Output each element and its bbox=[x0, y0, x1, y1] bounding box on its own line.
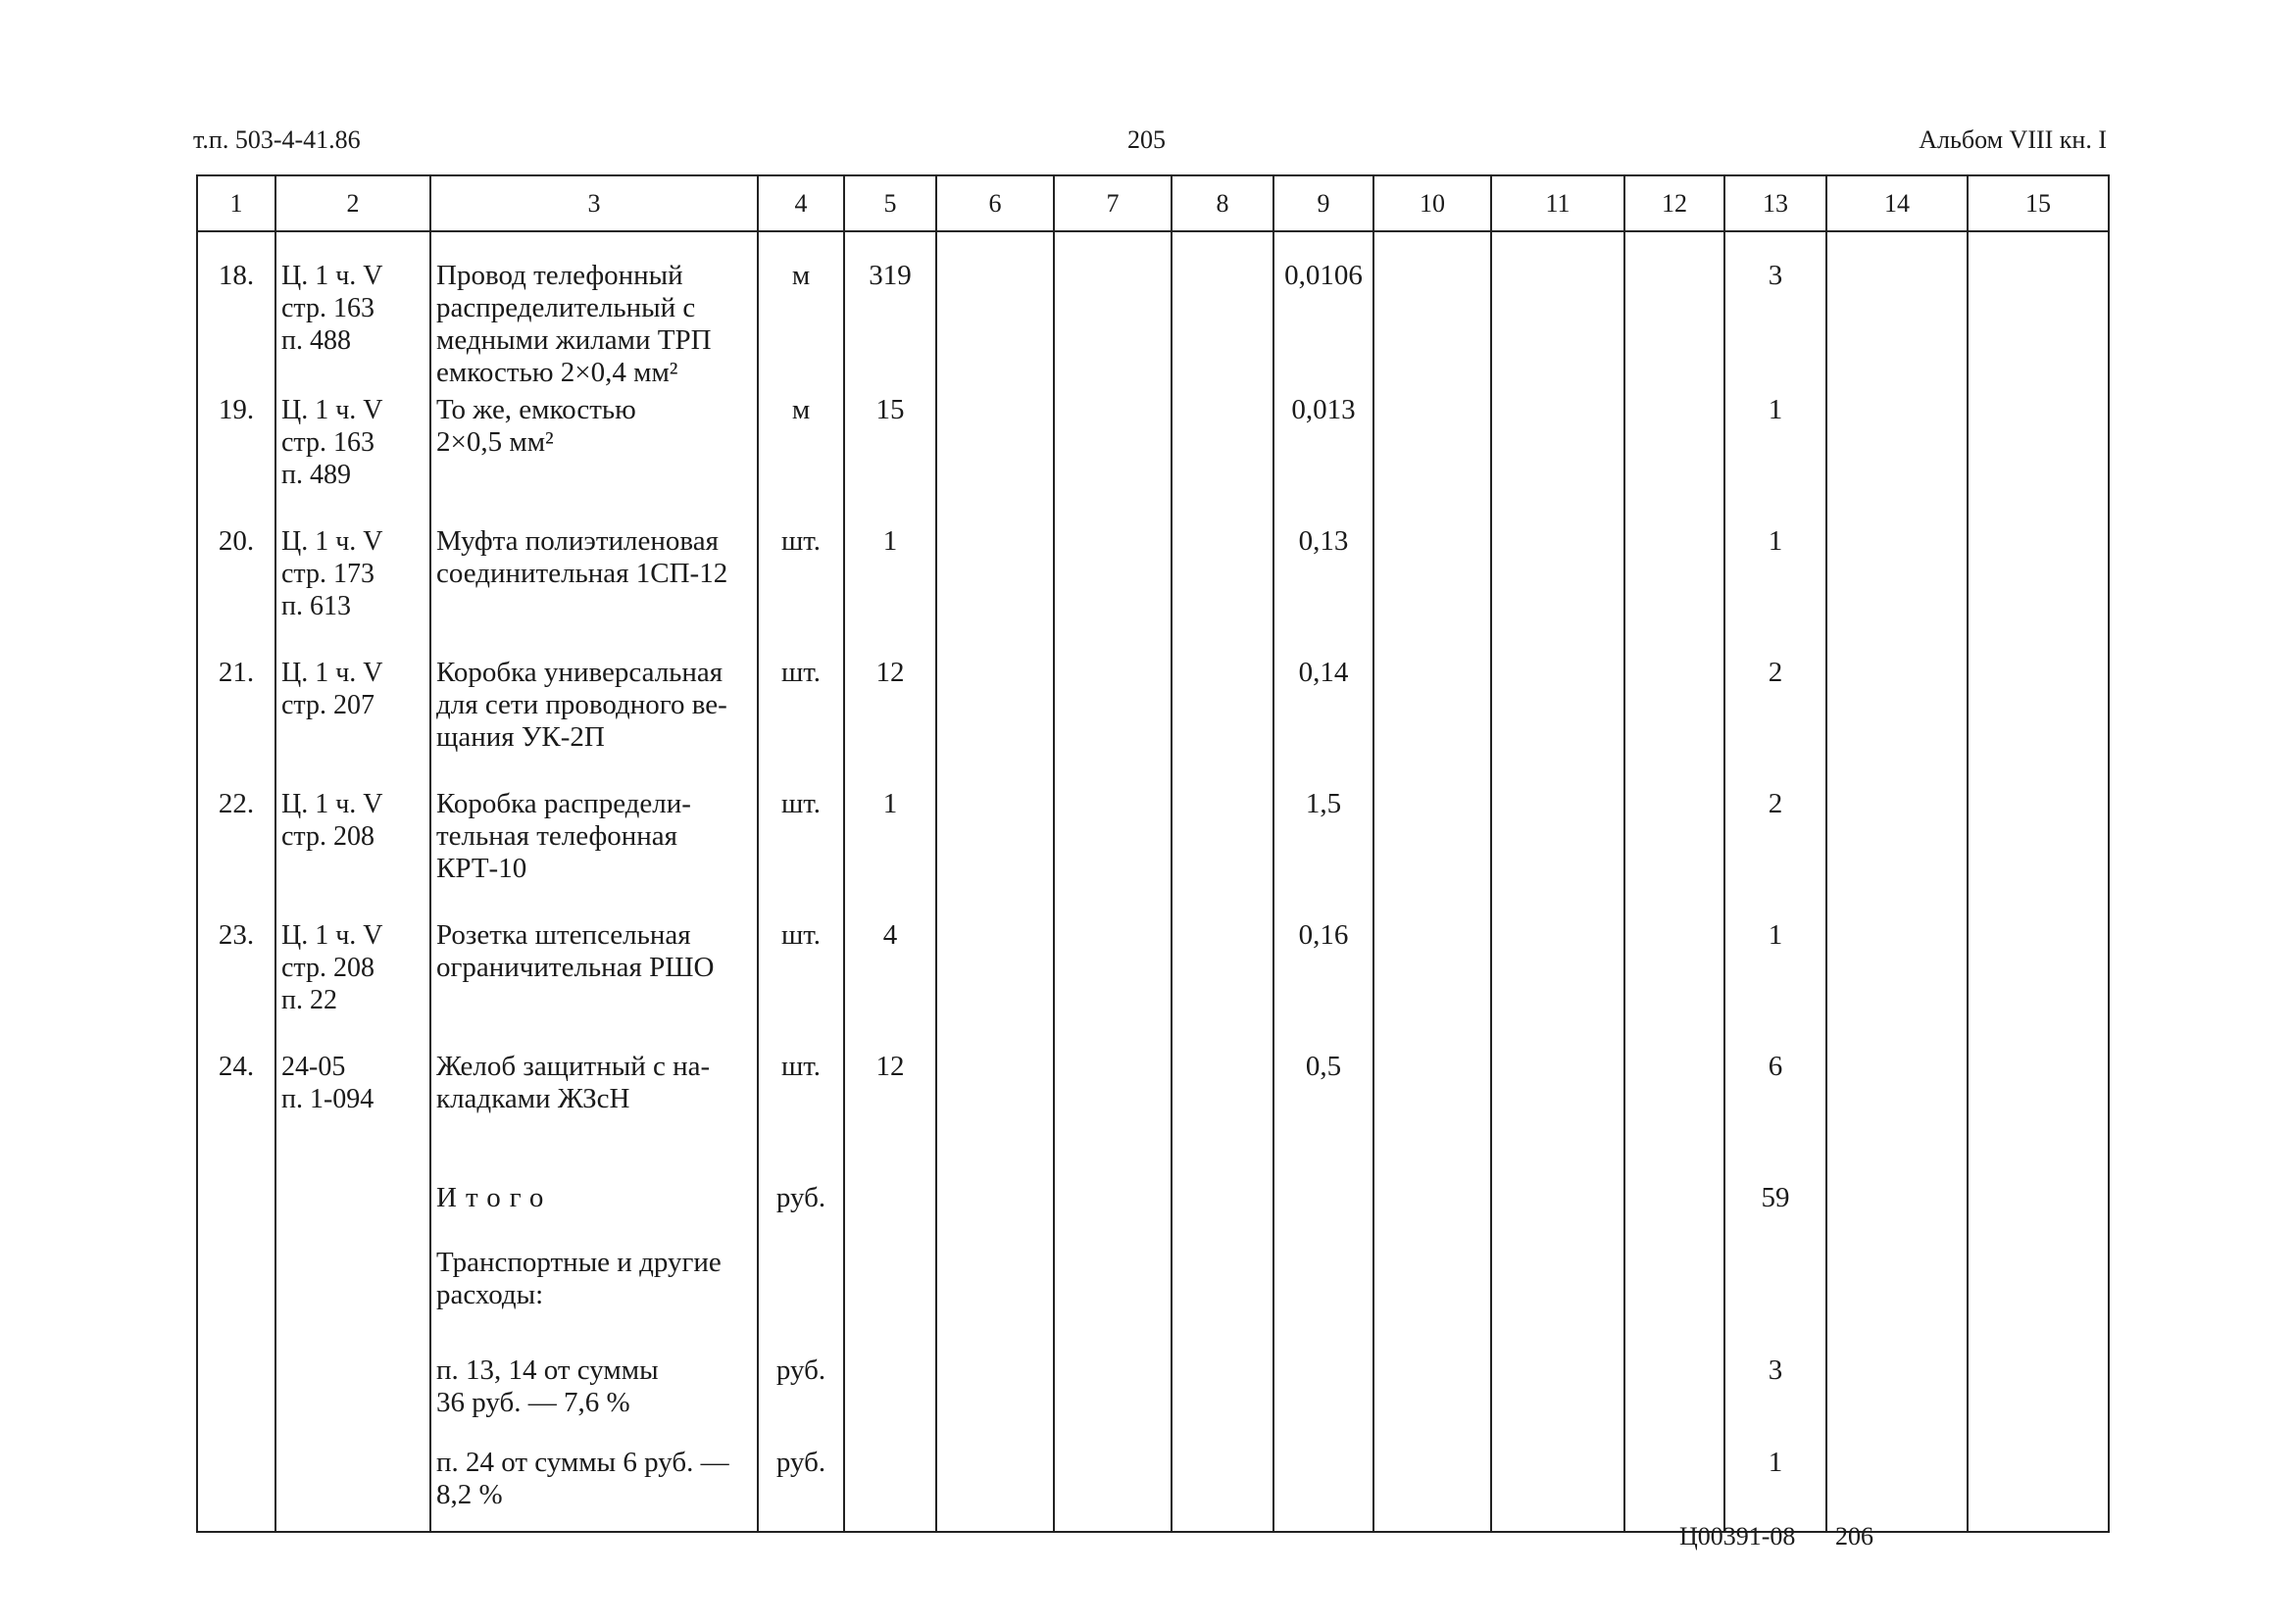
item-name bbox=[430, 231, 758, 394]
header-page-number: 205 bbox=[1127, 125, 1166, 154]
cell-13-value: 2 bbox=[1724, 657, 1826, 788]
cell-15 bbox=[1968, 657, 2109, 788]
table-row bbox=[197, 657, 2109, 788]
quantity: 15 bbox=[844, 394, 936, 525]
summary-cell-11 bbox=[1491, 1354, 1624, 1447]
reference-line: 24-05 bbox=[281, 1052, 346, 1082]
summary-cell-13-value: 59 bbox=[1724, 1182, 1826, 1247]
name-line: Коробка универсальная bbox=[436, 657, 723, 688]
column-header-12: 12 bbox=[1624, 175, 1724, 231]
summary-cell-12 bbox=[1624, 1247, 1724, 1354]
header-doc-number: т.п. 503-4-41.86 bbox=[193, 125, 361, 154]
summary-cell-2 bbox=[275, 1354, 430, 1447]
reference-line: п. 22 bbox=[281, 985, 337, 1015]
summary-cell-6 bbox=[936, 1247, 1054, 1354]
unit: шт. bbox=[758, 788, 844, 919]
summary-cell-5 bbox=[844, 1182, 936, 1247]
summary-name bbox=[430, 1354, 758, 1447]
cell-13-value: 1 bbox=[1724, 919, 1826, 1051]
summary-cell-1 bbox=[197, 1247, 275, 1354]
column-header-4: 4 bbox=[758, 175, 844, 231]
summary-cell-7 bbox=[1054, 1447, 1172, 1532]
summary-cell-6 bbox=[936, 1182, 1054, 1247]
table-row bbox=[197, 525, 2109, 657]
cell-12 bbox=[1624, 231, 1724, 394]
reference-line: Ц. 1 ч. V bbox=[281, 395, 383, 425]
cell-13-value: 1 bbox=[1724, 394, 1826, 525]
reference-line: стр. 207 bbox=[281, 690, 375, 720]
summary-name-line: п. 24 от суммы 6 руб. — bbox=[436, 1447, 729, 1478]
name-line: щания УК-2П bbox=[436, 721, 605, 753]
summary-cell-5 bbox=[844, 1354, 936, 1447]
cell-7 bbox=[1054, 919, 1172, 1051]
summary-cell-13-value bbox=[1724, 1247, 1826, 1354]
cell-10 bbox=[1373, 788, 1491, 919]
price-reference bbox=[275, 919, 430, 1051]
column-header-10: 10 bbox=[1373, 175, 1491, 231]
cell-14 bbox=[1826, 1051, 1968, 1182]
cell-11 bbox=[1491, 657, 1624, 788]
price-reference bbox=[275, 525, 430, 657]
summary-cell-8 bbox=[1172, 1247, 1273, 1354]
summary-cell-8 bbox=[1172, 1182, 1273, 1247]
item-name bbox=[430, 919, 758, 1051]
cell-15 bbox=[1968, 919, 2109, 1051]
name-line: КРТ-10 bbox=[436, 853, 527, 884]
cell-6 bbox=[936, 394, 1054, 525]
summary-name-line: Транспортные и другие bbox=[436, 1247, 722, 1278]
quantity: 319 bbox=[844, 231, 936, 394]
cell-14 bbox=[1826, 231, 1968, 394]
column-header-14: 14 bbox=[1826, 175, 1968, 231]
cell-12 bbox=[1624, 788, 1724, 919]
row-number: 19. bbox=[197, 394, 275, 525]
summary-name bbox=[430, 1447, 758, 1532]
cell-6 bbox=[936, 525, 1054, 657]
summary-cell-12 bbox=[1624, 1447, 1724, 1532]
summary-cell-9 bbox=[1273, 1354, 1373, 1447]
summary-cell-15 bbox=[1968, 1247, 2109, 1354]
reference-line: стр. 208 bbox=[281, 821, 375, 852]
cell-15 bbox=[1968, 788, 2109, 919]
column-header-11: 11 bbox=[1491, 175, 1624, 231]
cell-8 bbox=[1172, 394, 1273, 525]
name-line: кладками ЖЗсН bbox=[436, 1083, 630, 1114]
cell-14 bbox=[1826, 919, 1968, 1051]
column-header-3: 3 bbox=[430, 175, 758, 231]
quantity: 4 bbox=[844, 919, 936, 1051]
summary-unit bbox=[758, 1247, 844, 1354]
summary-row bbox=[197, 1247, 2109, 1354]
item-name bbox=[430, 394, 758, 525]
summary-cell-8 bbox=[1172, 1447, 1273, 1532]
summary-cell-1 bbox=[197, 1447, 275, 1532]
column-header-6: 6 bbox=[936, 175, 1054, 231]
summary-cell-14 bbox=[1826, 1354, 1968, 1447]
item-name bbox=[430, 525, 758, 657]
cell-15 bbox=[1968, 525, 2109, 657]
reference-line: Ц. 1 ч. V bbox=[281, 789, 383, 819]
summary-cell-12 bbox=[1624, 1182, 1724, 1247]
name-line: Розетка штепсельная bbox=[436, 919, 691, 951]
summary-name-line: расходы: bbox=[436, 1279, 544, 1310]
quantity: 1 bbox=[844, 525, 936, 657]
cell-8 bbox=[1172, 788, 1273, 919]
row-number: 21. bbox=[197, 657, 275, 788]
reference-line: п. 489 bbox=[281, 460, 351, 490]
cell-14 bbox=[1826, 788, 1968, 919]
cell-10 bbox=[1373, 657, 1491, 788]
footer-code: Ц00391-08 bbox=[1679, 1522, 1796, 1550]
summary-cell-15 bbox=[1968, 1447, 2109, 1532]
cell-12 bbox=[1624, 657, 1724, 788]
reference-line: стр. 163 bbox=[281, 427, 375, 458]
cell-12 bbox=[1624, 525, 1724, 657]
cell-7 bbox=[1054, 231, 1172, 394]
price-reference bbox=[275, 788, 430, 919]
summary-cell-11 bbox=[1491, 1182, 1624, 1247]
summary-cell-10 bbox=[1373, 1354, 1491, 1447]
reference-line: стр. 208 bbox=[281, 953, 375, 983]
price-reference bbox=[275, 657, 430, 788]
summary-cell-5 bbox=[844, 1447, 936, 1532]
column-header-5: 5 bbox=[844, 175, 936, 231]
item-name bbox=[430, 1051, 758, 1182]
reference-line: Ц. 1 ч. V bbox=[281, 526, 383, 557]
quantity: 12 bbox=[844, 657, 936, 788]
table-body bbox=[197, 231, 2109, 1532]
summary-cell-9 bbox=[1273, 1247, 1373, 1354]
price-reference bbox=[275, 231, 430, 394]
cell-11 bbox=[1491, 788, 1624, 919]
summary-cell-13-value: 3 bbox=[1724, 1354, 1826, 1447]
name-line: Провод телефонный bbox=[436, 260, 683, 291]
column-header-9: 9 bbox=[1273, 175, 1373, 231]
cell-10 bbox=[1373, 525, 1491, 657]
cell-6 bbox=[936, 657, 1054, 788]
summary-cell-7 bbox=[1054, 1247, 1172, 1354]
header-album: Альбом VIII кн. I bbox=[1919, 125, 2107, 154]
name-line: ограничительная РШО bbox=[436, 952, 715, 983]
unit: шт. bbox=[758, 525, 844, 657]
cell-6 bbox=[936, 1051, 1054, 1182]
cell-7 bbox=[1054, 525, 1172, 657]
name-line: 2×0,5 мм² bbox=[436, 426, 554, 458]
reference-line: стр. 173 bbox=[281, 559, 375, 589]
cell-11 bbox=[1491, 394, 1624, 525]
cell-13-value: 1 bbox=[1724, 525, 1826, 657]
column-header-13: 13 bbox=[1724, 175, 1826, 231]
table-row bbox=[197, 919, 2109, 1051]
summary-cell-1 bbox=[197, 1354, 275, 1447]
summary-cell-14 bbox=[1826, 1247, 1968, 1354]
summary-row bbox=[197, 1354, 2109, 1447]
summary-cell-13-value: 1 bbox=[1724, 1447, 1826, 1532]
summary-cell-10 bbox=[1373, 1247, 1491, 1354]
summary-cell-2 bbox=[275, 1447, 430, 1532]
summary-name-line: 36 руб. — 7,6 % bbox=[436, 1387, 630, 1418]
cell-15 bbox=[1968, 231, 2109, 394]
name-line: Желоб защитный с на- bbox=[436, 1051, 711, 1082]
summary-cell-7 bbox=[1054, 1182, 1172, 1247]
quantity: 1 bbox=[844, 788, 936, 919]
column-header-8: 8 bbox=[1172, 175, 1273, 231]
cell-9-value: 1,5 bbox=[1273, 788, 1373, 919]
cell-9-value: 0,14 bbox=[1273, 657, 1373, 788]
summary-cell-1 bbox=[197, 1182, 275, 1247]
summary-cell-2 bbox=[275, 1247, 430, 1354]
summary-cell-8 bbox=[1172, 1354, 1273, 1447]
cell-10 bbox=[1373, 919, 1491, 1051]
cell-15 bbox=[1968, 1051, 2109, 1182]
table-row bbox=[197, 394, 2109, 525]
row-number: 18. bbox=[197, 231, 275, 394]
unit: м bbox=[758, 394, 844, 525]
summary-name-line: п. 13, 14 от суммы bbox=[436, 1354, 659, 1386]
summary-unit: руб. bbox=[758, 1447, 844, 1532]
table-row bbox=[197, 788, 2109, 919]
cell-9-value: 0,013 bbox=[1273, 394, 1373, 525]
column-header-1: 1 bbox=[197, 175, 275, 231]
summary-cell-6 bbox=[936, 1447, 1054, 1532]
column-header-2: 2 bbox=[275, 175, 430, 231]
summary-unit: руб. bbox=[758, 1182, 844, 1247]
summary-cell-15 bbox=[1968, 1182, 2109, 1247]
cell-6 bbox=[936, 231, 1054, 394]
unit: шт. bbox=[758, 919, 844, 1051]
summary-cell-6 bbox=[936, 1354, 1054, 1447]
unit: м bbox=[758, 231, 844, 394]
summary-cell-2 bbox=[275, 1182, 430, 1247]
cell-12 bbox=[1624, 919, 1724, 1051]
reference-line: Ц. 1 ч. V bbox=[281, 261, 383, 291]
cell-13-value: 6 bbox=[1724, 1051, 1826, 1182]
column-header-7: 7 bbox=[1054, 175, 1172, 231]
summary-cell-10 bbox=[1373, 1447, 1491, 1532]
table-row bbox=[197, 231, 2109, 394]
cell-9-value: 0,13 bbox=[1273, 525, 1373, 657]
cell-9-value: 0,0106 bbox=[1273, 231, 1373, 394]
name-line: соединительная 1СП-12 bbox=[436, 558, 728, 589]
name-line: распределительный с bbox=[436, 292, 696, 323]
cell-12 bbox=[1624, 1051, 1724, 1182]
cell-11 bbox=[1491, 231, 1624, 394]
summary-cell-14 bbox=[1826, 1182, 1968, 1247]
reference-line: п. 488 bbox=[281, 325, 351, 356]
summary-cell-11 bbox=[1491, 1247, 1624, 1354]
summary-name bbox=[430, 1247, 758, 1354]
row-number: 20. bbox=[197, 525, 275, 657]
name-line: тельная телефонная bbox=[436, 820, 678, 852]
name-line: Коробка распредели- bbox=[436, 788, 691, 819]
cell-9-value: 0,16 bbox=[1273, 919, 1373, 1051]
cell-8 bbox=[1172, 1051, 1273, 1182]
footer-page-number: 206 bbox=[1835, 1522, 1873, 1550]
cell-15 bbox=[1968, 394, 2109, 525]
summary-row bbox=[197, 1447, 2109, 1532]
quantity: 12 bbox=[844, 1051, 936, 1182]
cell-8 bbox=[1172, 231, 1273, 394]
reference-line: Ц. 1 ч. V bbox=[281, 920, 383, 951]
summary-cell-12 bbox=[1624, 1354, 1724, 1447]
name-line: То же, емкостью bbox=[436, 394, 636, 425]
reference-line: стр. 163 bbox=[281, 293, 375, 323]
column-header-15: 15 bbox=[1968, 175, 2109, 231]
summary-cell-11 bbox=[1491, 1447, 1624, 1532]
unit: шт. bbox=[758, 1051, 844, 1182]
name-line: для сети проводного ве- bbox=[436, 689, 727, 720]
row-number: 23. bbox=[197, 919, 275, 1051]
row-number: 22. bbox=[197, 788, 275, 919]
name-line: Муфта полиэтиленовая bbox=[436, 525, 719, 557]
cell-7 bbox=[1054, 394, 1172, 525]
unit: шт. bbox=[758, 657, 844, 788]
summary-name-line: Итого bbox=[436, 1182, 553, 1213]
price-reference bbox=[275, 1051, 430, 1182]
cell-8 bbox=[1172, 657, 1273, 788]
cell-14 bbox=[1826, 657, 1968, 788]
cell-7 bbox=[1054, 788, 1172, 919]
cell-7 bbox=[1054, 657, 1172, 788]
summary-name bbox=[430, 1182, 758, 1247]
name-line: медными жилами ТРП bbox=[436, 324, 712, 356]
cell-10 bbox=[1373, 1051, 1491, 1182]
column-header-row bbox=[197, 175, 2109, 231]
cell-6 bbox=[936, 788, 1054, 919]
cell-8 bbox=[1172, 919, 1273, 1051]
cell-14 bbox=[1826, 394, 1968, 525]
cell-10 bbox=[1373, 231, 1491, 394]
table-row bbox=[197, 1051, 2109, 1182]
summary-cell-9 bbox=[1273, 1182, 1373, 1247]
cell-12 bbox=[1624, 394, 1724, 525]
cell-11 bbox=[1491, 919, 1624, 1051]
item-name bbox=[430, 788, 758, 919]
reference-line: Ц. 1 ч. V bbox=[281, 658, 383, 688]
summary-cell-10 bbox=[1373, 1182, 1491, 1247]
cell-7 bbox=[1054, 1051, 1172, 1182]
summary-unit: руб. bbox=[758, 1354, 844, 1447]
summary-row bbox=[197, 1182, 2109, 1247]
estimate-table bbox=[196, 174, 2110, 1533]
cell-14 bbox=[1826, 525, 1968, 657]
summary-cell-15 bbox=[1968, 1354, 2109, 1447]
cell-9-value: 0,5 bbox=[1273, 1051, 1373, 1182]
price-reference bbox=[275, 394, 430, 525]
cell-11 bbox=[1491, 525, 1624, 657]
summary-cell-14 bbox=[1826, 1447, 1968, 1532]
reference-line: п. 613 bbox=[281, 591, 351, 621]
cell-6 bbox=[936, 919, 1054, 1051]
summary-cell-7 bbox=[1054, 1354, 1172, 1447]
cell-13-value: 2 bbox=[1724, 788, 1826, 919]
item-name bbox=[430, 657, 758, 788]
cell-8 bbox=[1172, 525, 1273, 657]
cell-11 bbox=[1491, 1051, 1624, 1182]
cell-13-value: 3 bbox=[1724, 231, 1826, 394]
summary-name-line: 8,2 % bbox=[436, 1479, 503, 1510]
cell-10 bbox=[1373, 394, 1491, 525]
row-number: 24. bbox=[197, 1051, 275, 1182]
name-line: емкостью 2×0,4 мм² bbox=[436, 357, 678, 388]
reference-line: п. 1-094 bbox=[281, 1084, 374, 1114]
summary-cell-5 bbox=[844, 1247, 936, 1354]
summary-cell-9 bbox=[1273, 1447, 1373, 1532]
